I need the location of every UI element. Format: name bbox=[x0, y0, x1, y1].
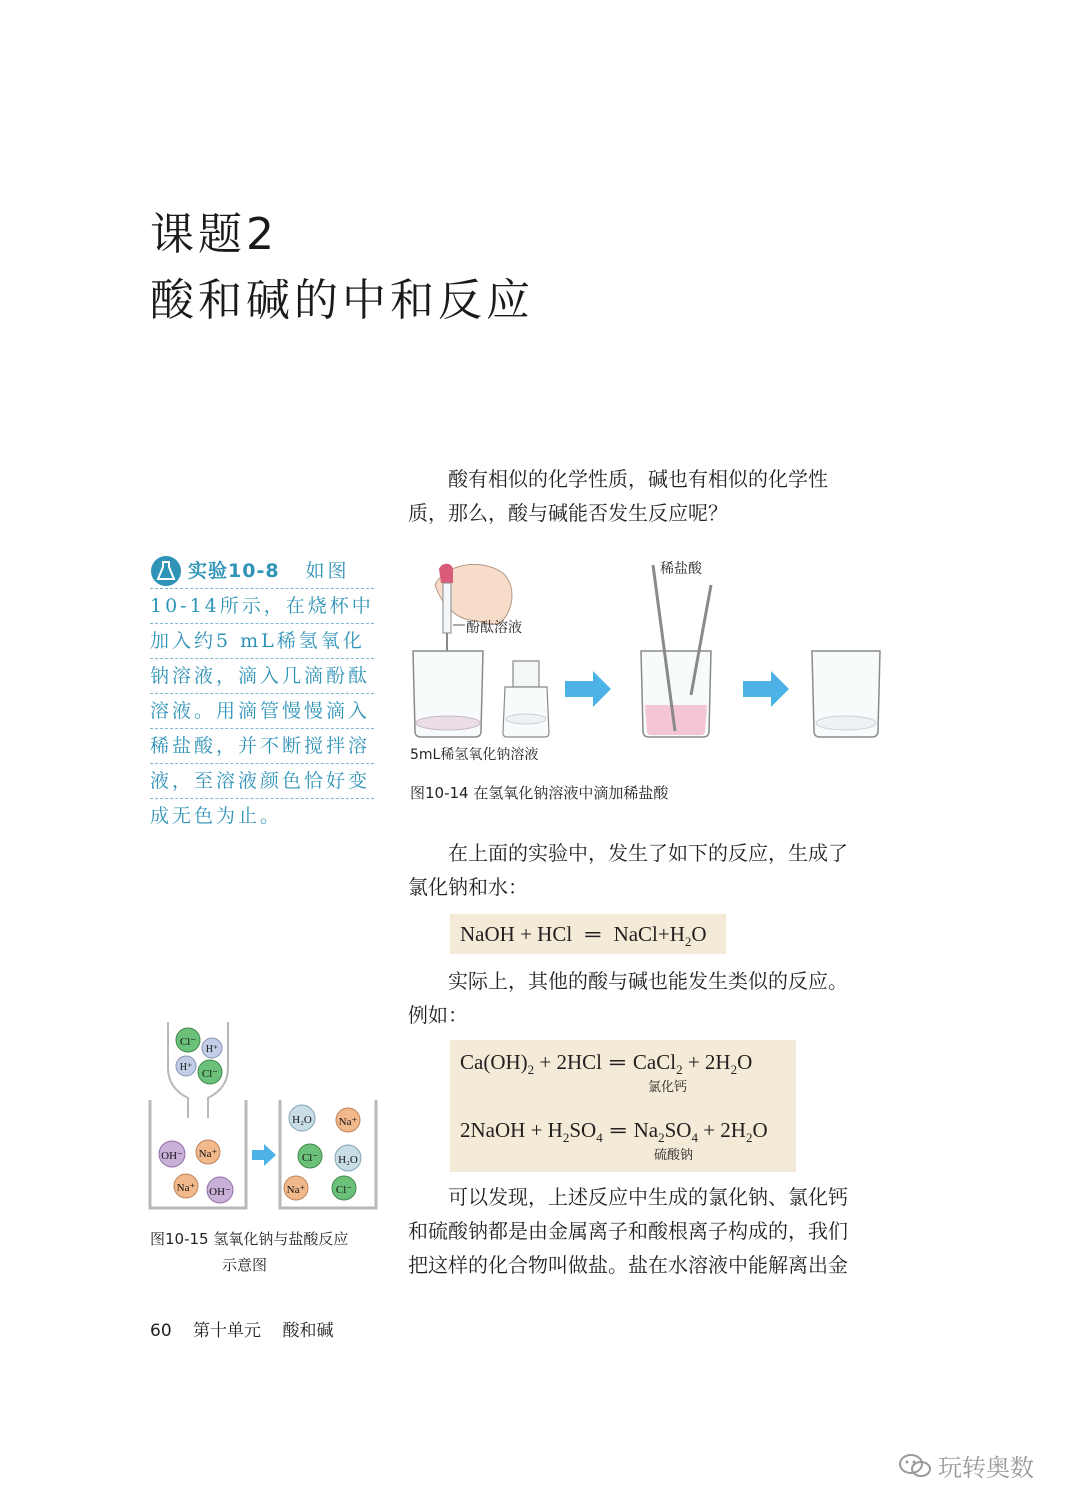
paragraph-4 bbox=[408, 1180, 908, 1282]
svg-text:Cl⁻: Cl⁻ bbox=[335, 1184, 353, 1196]
para2-line-1: 在上面的实验中，发生了如下的反应，生成了 bbox=[448, 841, 848, 865]
para3-line-2: 例如： bbox=[408, 1003, 468, 1027]
equation-box-2 bbox=[450, 1040, 796, 1172]
eq1-right-b: O bbox=[691, 922, 707, 946]
svg-text:Na⁺: Na⁺ bbox=[338, 1116, 358, 1128]
equation-1: NaOH + HCl ═ $NaCl+H_2O$ bbox=[460, 922, 707, 950]
equation-box-1 bbox=[450, 914, 726, 954]
arrow-right-icon bbox=[743, 671, 789, 707]
experiment-line-1: 10-14所示，在烧杯中 bbox=[150, 589, 374, 624]
svg-text:OH⁻: OH⁻ bbox=[209, 1186, 231, 1198]
svg-text:Cl⁻: Cl⁻ bbox=[179, 1036, 197, 1048]
ion-h-icon bbox=[202, 1038, 222, 1058]
ion-na-icon bbox=[174, 1174, 198, 1198]
svg-text:Cl⁻: Cl⁻ bbox=[201, 1068, 219, 1080]
label-dilute-hcl: 稀盐酸 bbox=[660, 561, 702, 577]
lesson-number: 课题2 bbox=[150, 209, 278, 260]
figure-10-14-illustration bbox=[405, 555, 805, 765]
svg-text:H₂O: H₂O bbox=[292, 1114, 312, 1126]
figure-10-14-caption: 图10-14 在氢氧化钠溶液中滴加稀盐酸 bbox=[410, 784, 669, 802]
experiment-line-0: 如图 bbox=[305, 560, 350, 582]
watermark-text: 玩转奥数 bbox=[938, 1454, 1034, 1482]
figure-10-15-caption-line-1: 图10-15 氢氧化钠与盐酸反应 bbox=[150, 1230, 349, 1248]
arrow-right-icon bbox=[252, 1144, 276, 1166]
beaker-icon bbox=[413, 651, 483, 737]
eq1-right-a: NaCl+H bbox=[613, 922, 685, 946]
ion-oh-icon bbox=[207, 1177, 233, 1203]
para4-line-3: 把这样的化合物叫做盐。盐在水溶液中能解离出金 bbox=[408, 1253, 848, 1277]
para4-line-1: 可以发现，上述反应中生成的氯化钠、氯化钙 bbox=[448, 1185, 848, 1209]
ion-h-icon bbox=[176, 1056, 196, 1076]
svg-text:H⁺: H⁺ bbox=[179, 1062, 193, 1073]
paragraph-2 bbox=[408, 836, 908, 904]
beaker-pink-icon bbox=[641, 565, 711, 737]
ion-cl-icon bbox=[332, 1176, 356, 1200]
svg-text:H⁺: H⁺ bbox=[205, 1044, 219, 1055]
label-phenolphthalein: 酚酞溶液 bbox=[466, 620, 522, 636]
para2-line-2: 氯化钠和水： bbox=[408, 875, 528, 899]
intro-line-2: 质，那么，酸与碱能否发生反应呢？ bbox=[408, 501, 728, 525]
svg-text:Cl⁻: Cl⁻ bbox=[301, 1152, 319, 1164]
equation-3: 2NaOH + $H_2SO_4$ ═ $Na_2SO_4 + 2H_2O$ bbox=[460, 1118, 768, 1146]
ion-na-icon bbox=[284, 1176, 308, 1200]
intro-paragraph bbox=[408, 462, 908, 530]
molecule-h2o-icon bbox=[289, 1105, 315, 1131]
figure-10-15-illustration bbox=[148, 1018, 384, 1216]
svg-text:H₂O: H₂O bbox=[338, 1154, 358, 1166]
molecule-h2o-icon bbox=[335, 1145, 361, 1171]
ion-na-icon bbox=[336, 1108, 360, 1132]
figure-10-15-caption-line-2: 示意图 bbox=[222, 1256, 268, 1274]
svg-text:Na⁺: Na⁺ bbox=[286, 1184, 306, 1196]
experiment-line-2: 加入约5 mL稀氢氧化 bbox=[150, 624, 374, 659]
experiment-heading: 实验10-8 bbox=[188, 560, 280, 582]
page-number: 60 bbox=[150, 1321, 172, 1341]
page-footer bbox=[150, 1316, 333, 1341]
ion-cl-icon bbox=[298, 1144, 322, 1168]
ion-oh-icon bbox=[159, 1141, 185, 1167]
arrow-right-icon bbox=[565, 671, 611, 707]
label-naoh-solution: 5mL稀氢氧化钠溶液 bbox=[410, 747, 539, 763]
experiment-line-4: 溶液。用滴管慢慢滴入 bbox=[150, 694, 374, 729]
svg-text:Na⁺: Na⁺ bbox=[198, 1148, 218, 1160]
eq2-product-name: 氯化钙 bbox=[648, 1080, 688, 1095]
page-title: 酸和碱的中和反应 bbox=[150, 275, 534, 326]
experiment-line-7: 成无色为止。 bbox=[150, 805, 283, 827]
dropper-icon bbox=[443, 583, 451, 655]
para3-line-1: 实际上，其他的酸与碱也能发生类似的反应。 bbox=[448, 969, 848, 993]
watermark bbox=[898, 1448, 1034, 1483]
ion-na-icon bbox=[196, 1140, 220, 1164]
experiment-box bbox=[150, 554, 374, 833]
flask-icon bbox=[150, 555, 182, 587]
svg-text:Na⁺: Na⁺ bbox=[176, 1182, 196, 1194]
equation-2: $Ca(OH)_2 + 2HCl$ ═ CaCl$_2$ + $2H_2O$ bbox=[460, 1050, 753, 1078]
para4-line-2: 和硫酸钠都是由金属离子和酸根离子构成的，我们 bbox=[408, 1219, 848, 1243]
footer-unit: 第十单元 bbox=[193, 1321, 262, 1341]
bottle-icon bbox=[503, 661, 549, 737]
ion-cl-icon bbox=[176, 1028, 200, 1052]
eq1-sub: 2 bbox=[684, 934, 692, 950]
footer-chapter: 酸和碱 bbox=[282, 1321, 334, 1341]
experiment-line-5: 稀盐酸，并不断搅拌溶 bbox=[150, 729, 374, 764]
beaker-clear-icon bbox=[808, 645, 884, 740]
ion-cl-icon bbox=[198, 1060, 222, 1084]
experiment-line-6: 液，至溶液颜色恰好变 bbox=[150, 764, 374, 799]
svg-text:OH⁻: OH⁻ bbox=[161, 1150, 183, 1162]
experiment-line-3: 钠溶液，滴入几滴酚酞 bbox=[150, 659, 374, 694]
eq3-product-name: 硫酸钠 bbox=[654, 1148, 694, 1163]
eq1-left: NaOH + HCl bbox=[460, 922, 573, 946]
wechat-icon bbox=[898, 1452, 932, 1480]
intro-line-1: 酸有相似的化学性质，碱也有相似的化学性 bbox=[448, 467, 828, 491]
paragraph-3 bbox=[408, 964, 908, 1032]
